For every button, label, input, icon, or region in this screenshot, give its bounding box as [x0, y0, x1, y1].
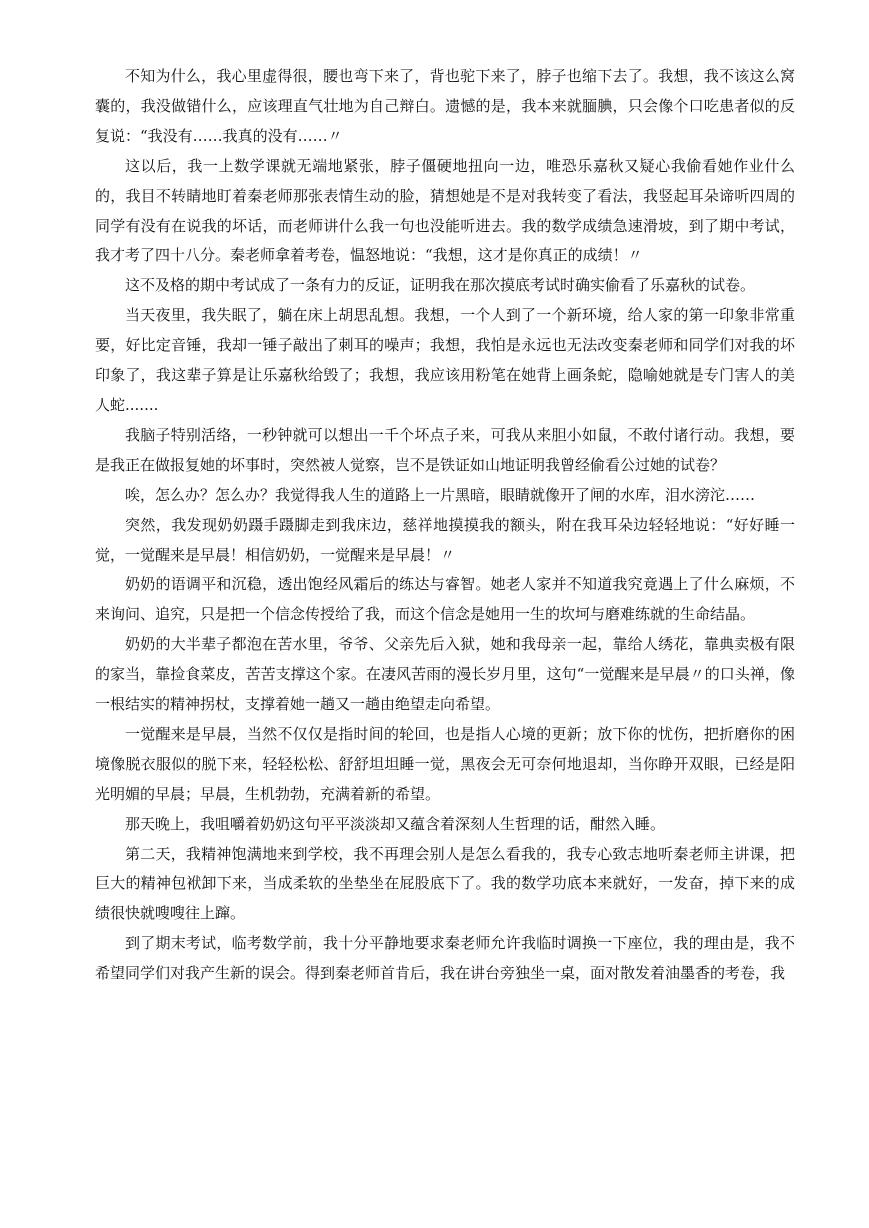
paragraph: 不知为什么，我心里虚得很，腰也弯下来了，背也驼下来了，脖子也缩下去了。我想，我不该这么窝囊的，我没做错什么，应该理直气壮地为自己辩白。遗憾的是，我本来就腼腆，只会像个口吃患者似的反复说：“我没有……我真的没有……〃 [95, 67, 795, 145]
paragraph: 奶奶的语调平和沉稳，透出饱经风霜后的练达与睿智。她老人家并不知道我究竟遇上了什么麻烦，不来询问、追究，只是把一个信念传授给了我，而这个信念是她用一生的坎坷与磨难练就的生命结晶。 [95, 575, 795, 624]
paragraph: 唉，怎么办？怎么办？我觉得我人生的道路上一片黑暗，眼睛就像开了闸的水库，泪水滂沱…… [125, 485, 756, 504]
paragraph: 突然，我发现奶奶蹑手蹑脚走到我床边，慈祥地摸摸我的额头，附在我耳朵边轻轻地说：“好好睡一觉，一觉醒来是早晨！相信奶奶，一觉醒来是早晨！〃 [95, 515, 795, 564]
paragraph: 那天晚上，我咀嚼着奶奶这句平平淡淡却又蕴含着深刻人生哲理的话，酣然入睡。 [125, 814, 666, 833]
paragraph: 到了期末考试，临考数学前，我十分平静地要求秦老师允许我临时调换一下座位，我的理由是，我不希望同学们对我产生新的误会。得到秦老师首肯后，我在讲台旁独坐一桌，面对散发着油墨香的考卷，我 [95, 934, 795, 983]
paragraph: 第二天，我精神饱满地来到学校，我不再理会别人是怎么看我的，我专心致志地听秦老师主讲课，把巨大的精神包袱卸下来，当成柔软的坐垫坐在屁股底下了。我的数学功底本来就好，一发奋，掉下来的成绩很快就嗖嗖往上蹿。 [95, 844, 795, 923]
paragraph: 一觉醒来是早晨，当然不仅仅是指时间的轮回，也是指人心境的更新；放下你的忧伤，把折磨你的困境像脱衣服似的脱下来，轻轻松松、舒舒坦坦睡一觉，黑夜会无可奈何地退却，当你睁开双眼，已经是阳光明媚的早晨；早晨，生机勃勃，充满着新的希望。 [95, 724, 795, 803]
paragraph: 当天夜里，我失眠了，躺在床上胡思乱想。我想，一个人到了一个新环境，给人家的第一印象非常重要，好比定音锤，我却一锤子敲出了刺耳的噪声；我想，我怕是永远也无法改变秦老师和同学们对我的坏印象了，我这辈子算是让乐嘉秋给毁了；我想，我应该用粉笔在她背上画条蛇，隐喻她就是专门害人的美人蛇....... [95, 306, 795, 414]
paragraph: 这不及格的期中考试成了一条有力的反证，证明我在那次摸底考试时确实偷看了乐嘉秋的试卷。 [125, 276, 756, 295]
paragraph: 奶奶的大半辈子都泡在苦水里，爷爷、父亲先后入狱，她和我母亲一起，靠给人绣花，靠典卖极有限的家当，靠捡食菜皮，苦苦支撑这个家。在凄风苦雨的漫长岁月里，这句“一觉醒来是早晨〃的口头禅，像一根结实的精神拐杖，支撑着她一趟又一趟由绝望走向希望。 [95, 635, 795, 714]
paragraph: 我脑子特别活络，一秒钟就可以想出一千个坏点子来，可我从来胆小如鼠，不敢付诸行动。我想，要是我正在做报复她的坏事时，突然被人觉察，岂不是铁证如山地证明我曾经偷看公过她的试卷？ [95, 425, 795, 474]
document-body [95, 62, 795, 989]
paragraph: 这以后，我一上数学课就无端地紧张，脖子僵硬地扭向一边，唯恐乐嘉秋又疑心我偷看她作业什么的，我目不转睛地盯着秦老师那张表情生动的脸，猜想她是不是对我转变了看法，我竖起耳朵谛听四周的同学有没有在说我的坏话，而老师讲什么我一句也没能听进去。我的数学成绩急速滑坡，到了期中考试，我才考了四十八分。秦老师拿着考卷，愠怒地说：“我想，这才是你真正的成绩！〃 [95, 156, 795, 265]
